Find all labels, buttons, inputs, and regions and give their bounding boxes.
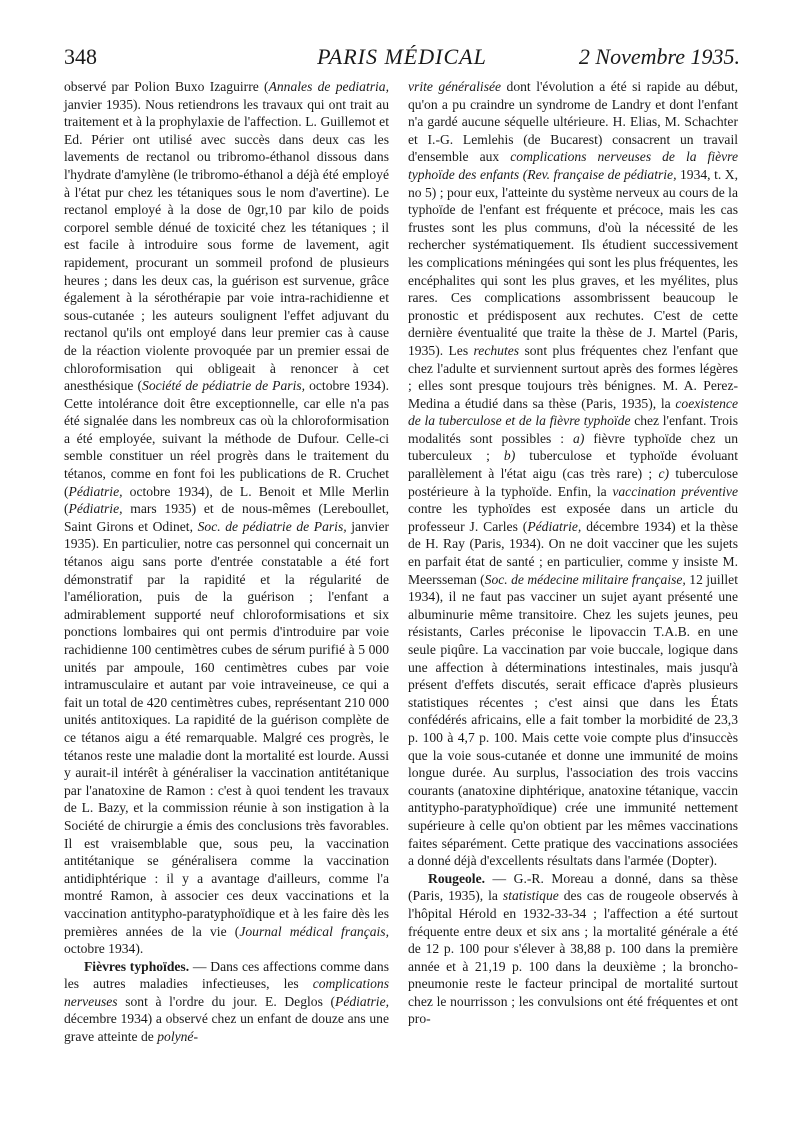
page-header	[64, 44, 740, 74]
page-number: 348	[64, 44, 97, 69]
journal-title: PARIS MÉDICAL	[317, 44, 487, 69]
section-heading-typhoid: Fièvres typhoïdes.	[84, 958, 190, 974]
paragraph-typhoid: Fièvres typhoïdes. — Dans ces affections comme dans les autres maladies infectieuses, les complications nerveuses sont à l'ordre du jour. E. Deglos (Pédiatrie, décembre 1934) a observé chez un enfant de douze ans une grave atteinte de polyné-	[64, 958, 389, 1045]
paragraph-tetanus-treatment: observé par Polion Buxo Izaguirre (Annales de pediatria, janvier 1935). Nous retiendrons les travaux qui ont trait au traitement et à la prophylaxie de l'affection. L. Guillemot et Ed. Périer ont utilisé avec succès dans deux cas les lavements de rectanol ou tribromo-éthanol dissous dans l'hydrate d'amylène (le tribromo-éthanol a déjà été employé à l'état pur chez les tétaniques sous le nom d'avertine). Le rectanol employé à la dose de 0gr,10 par kilo de poids corporel semble dénué de toxicité chez les tétaniques ; il est facile à introduire sous forme de lavement, agit rapidement, procurant un sommeil profond de plusieurs heures ; dans les deux cas, la guérison est survenue, grâce également à la sérothérapie par voie intra-rachidienne et sous-cutanée ; les auteurs soulignent l'effet adjuvant du rectanol qu'ils ont employé dans leur premier cas à cause de la réaction violente provoquée par un premier essai de chloroformisation qui obligeait à renoncer à cet anesthésique (Société de pédiatrie de Paris, octobre 1934). Cette intolérance doit être exceptionnelle, car elle n'a pas été signalée dans les nombreux cas où la chloroformisation a été employée, suivant la méthode de Dufour. Celle-ci semble constituer un réel progrès dans le traitement du tétanos, comme en font foi les publications de R. Cruchet (Pédiatrie, octobre 1934), de L. Benoit et Mlle Merlin (Pédiatrie, mars 1935) et de nous-mêmes (Lereboullet, Saint Girons et Odinet, Soc. de pédiatrie de Paris, janvier 1935). En particulier, notre cas personnel qui concernait un tétanos aigu sans porte d'entrée constatable a été fort démonstratif par la rapidité et la régularité de l'amélioration, puis de la guérison ; l'enfant a admirablement supporté neuf chloroformisations et six ponctions lombaires qui ont permis d'introduire par voie rachidienne 100 centimètres cubes de sérum purifié à 5 000 unités par ampoule, 160 centimètres cubes par voie intramusculaire et autant par voie intraveineuse, ce qui a fait un total de 420 centimètres cubes, représentant 210 000 unités antitoxiques. La rapidité de la guérison complète de ce tétanos aigu a été remarquable. Malgré ces progrès, le tétanos reste une maladie dont la mortalité est lourde. Aussi y aurait-il intérêt à généraliser la vaccination antitétanique par l'anatoxine de Ramon : c'est à quoi tendent les travaux de L. Bazy, et la commission réunie à son instigation à la Société de chirurgie a émis des conclusions très favorables. Il est vraisemblable que, sous peu, la vaccination antitétanique se généralisera comme la vaccination antidiphtérique : il y a avantage d'ailleurs, comme l'a montré Ramon, à associer ces deux vaccinations et la vaccination antitypho-paratyphoïdique et à les faire dès les premières années de la vie (Journal médical français, octobre 1934).	[64, 79, 390, 957]
right-column	[408, 78, 738, 1028]
paragraph-typhoid-continued: vrite généralisée dont l'évolution a été si rapide au début, qu'on a pu craindre un syndrome de Landry et dont l'enfant n'a gardé aucune séquelle ultérieure. H. Elias, M. Schachter et I.-G. Lemlehis (de Bucarest) consacrent un travail d'ensemble aux complications nerveuses de la fièvre typhoïde des enfants (Rev. française de pédiatrie, 1934, t. X, no 5) ; pour eux, l'atteinte du système nerveux au cours de la typhoïde de l'enfant est fréquente et précoce, mais les cas frustes sont les plus communs, d'où la nécessité de les rechercher systématiquement. Ils étudient successivement les complications méningées qui sont les plus fréquentes, les encéphalites qui sont les plus graves, et les myélites, plus rares. Ces complications assombrissent beaucoup le pronostic et prédisposent aux rechutes. C'est de cette dernière éventualité que traite la thèse de J. Martel (Paris, 1935). Les rechutes sont plus fréquentes chez l'enfant que chez l'adulte et surviennent surtout après des formes légères ; elles sont presque toujours très bénignes. M. A. Perez-Medina a étudié dans sa thèse (Paris, 1935), la coexistence de la tuberculose et de la fièvre typhoïde chez l'enfant. Trois modalités sont possibles : a) fièvre typhoïde chez un tuberculeux ; b) tuberculose et typhoïde évoluant parallèlement à l'état aigu (cas très rare) ; c) tuberculose postérieure à la typhoïde. Enfin, la vaccination préventive contre les typhoïdes est exposée dans un article du professeur J. Carles (Pédiatrie, décembre 1934) et la thèse de H. Ray (Paris, 1934). On ne doit vacciner que les sujets en parfait état de santé ; en particulier, comme y insiste M. Meersseman (Soc. de médecine militaire française, 12 juillet 1934), il ne faut pas vacciner un sujet ayant présenté une albuminurie même transitoire. Chez les sujets jeunes, peu résistants, Carles préconise le lipovaccin T.A.B. en une seule piqûre. La vaccination par voie buccale, logique dans une affection à déterminations intestinales, mais jusqu'à présent d'effets discutés, serait efficace d'après plusieurs statistiques récentes ; c'est ainsi que dans les États confédérés africains, elle a fait tomber la morbidité de 23,3 p. 100 à 4,7 p. 100. Mais cette voie compte plus d'insuccès que la voie sous-cutanée et donne une immunité de moins longue durée. Au surplus, l'association des trois vaccins courants (anatoxine diphtérique, anatoxine tétanique, vaccin antitypho-paratyphoïdique) crée une immunité nettement supérieure à celle qu'on obtient par les mêmes vaccinations faites séparément. Cette pratique des vaccinations associées a donné déjà d'excellents résultats dans l'armée (Dopter).	[408, 79, 739, 869]
issue-date: 2 Novembre 1935.	[578, 44, 740, 69]
section-heading-measles: Rougeole.	[428, 870, 486, 886]
left-column	[64, 78, 389, 1046]
paragraph-measles: Rougeole. — G.-R. Moreau a donné, dans sa thèse (Paris, 1935), la statistique des cas de rougeole observés à l'hôpital Hérold en 1932-33-34 ; l'affection a été surtout fréquente entre deux et six ans ; la mortalité générale a été de 12 p. 100 pour s'élever à 38,88 p. 100 dans la première année et à 21,19 p. 100 dans la deuxième ; la broncho-pneumonie reste le facteur principal de mortalité surtout chez le nourrisson ; les convulsions ont été fréquentes et ont pro-	[408, 870, 738, 1027]
